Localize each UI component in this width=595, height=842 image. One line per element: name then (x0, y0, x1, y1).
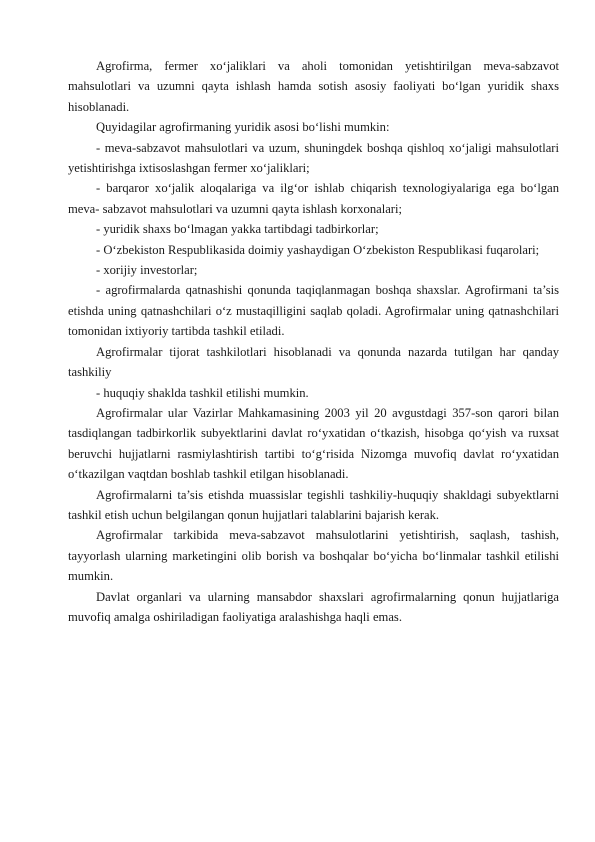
paragraph-non-interference: Davlat organlari va ularning mansabdor shaxslari agrofirmalarning qonun hujjatlariga muvofiq amalga oshiriladigan faoliyatiga aralashishga haqli emas. (68, 589, 559, 624)
document-body (68, 56, 559, 627)
list-item-entrepreneurs: - yuridik shaxs bo‘lmagan yakka tartibdagi tadbirkorlar; (96, 222, 379, 237)
list-item-other-persons: - agrofirmalarda qatnashishi qonunda taqiqlanmagan boshqa shaxslar. Agrofirmani ta’sis etishda uning qatnashchilari o‘z mustaqilligini saqlab qoladi. Agrofirmalar uning qatnashchilari tomonidan ixtiyoriy tartibda tashkil etiladi. (68, 283, 559, 339)
list-item-processing-enterprises: - barqaror xo‘jalik aloqalariga va ilg‘or ishlab chiqarish texnologiyalariga ega bo‘lgan meva- sabzavot mahsulotlari va uzumni qayta ishlash korxonalari; (68, 181, 559, 216)
list-item-farms: - meva-sabzavot mahsulotlari va uzum, shuningdek boshqa qishloq xo‘jaligi mahsulotlari yetishtirishga ixtisoslashgan fermer xo‘jaliklari; (68, 140, 559, 176)
list-item-citizens: - O‘zbekiston Respublikasida doimiy yashaydigan O‘zbekiston Respublikasi fuqarolari; (96, 242, 540, 257)
paragraph-list-intro: Quyidagilar agrofirmaning yuridik asosi bo‘lishi mumkin: (96, 120, 390, 135)
paragraph-definition: Agrofirma, fermer xo‘jaliklari va aholi tomonidan yetishtirilgan meva-sabzavot mahsulotlari va uzumni qayta ishlash hamda sotish asosiy faoliyati bo‘lgan yuridik shaxs hisoblanadi. (68, 59, 559, 114)
paragraph-legal-form: - huquqiy shaklda tashkil etilishi mumkin. (96, 385, 309, 400)
paragraph-commercial-organizations: Agrofirmalar tijorat tashkilotlari hisoblanadi va qonunda nazarda tutilgan har qanday tashkiliy (68, 344, 559, 380)
paragraph-divisions: Agrofirmalar tarkibida meva-sabzavot mahsulotlarini yetishtirish, saqlash, tashish, tayyorlash ularning marketingini olib borish va boshqalar bo‘yicha bo‘linmalar tashkil etilishi mumkin. (68, 528, 559, 584)
list-item-foreign-investors: - xorijiy investorlar; (96, 263, 198, 278)
paragraph-registration: Agrofirmalar ular Vazirlar Mahkamasining 2003 yil 20 avgustdagi 357-son qarori bilan tasdiqlangan tadbirkorlik subyektlarini davlat ro‘yxatidan o‘tkazish, hisobga qo‘yish va ruxsat beruvchi hujjatlarni rasmiylashtirish tartibi to‘g‘risida Nizomga muvofiq davlat ro‘yxatidan o‘tkazilgan vaqtdan boshlab tashkil etilgan hisoblanadi. (68, 405, 559, 482)
paragraph-founders: Agrofirmalarni ta’sis etishda muassislar tegishli tashkiliy-huquqiy shakldagi subyektlarni tashkil etish uchun belgilangan qonun hujjatlari talablarini bajarish kerak. (68, 487, 559, 522)
